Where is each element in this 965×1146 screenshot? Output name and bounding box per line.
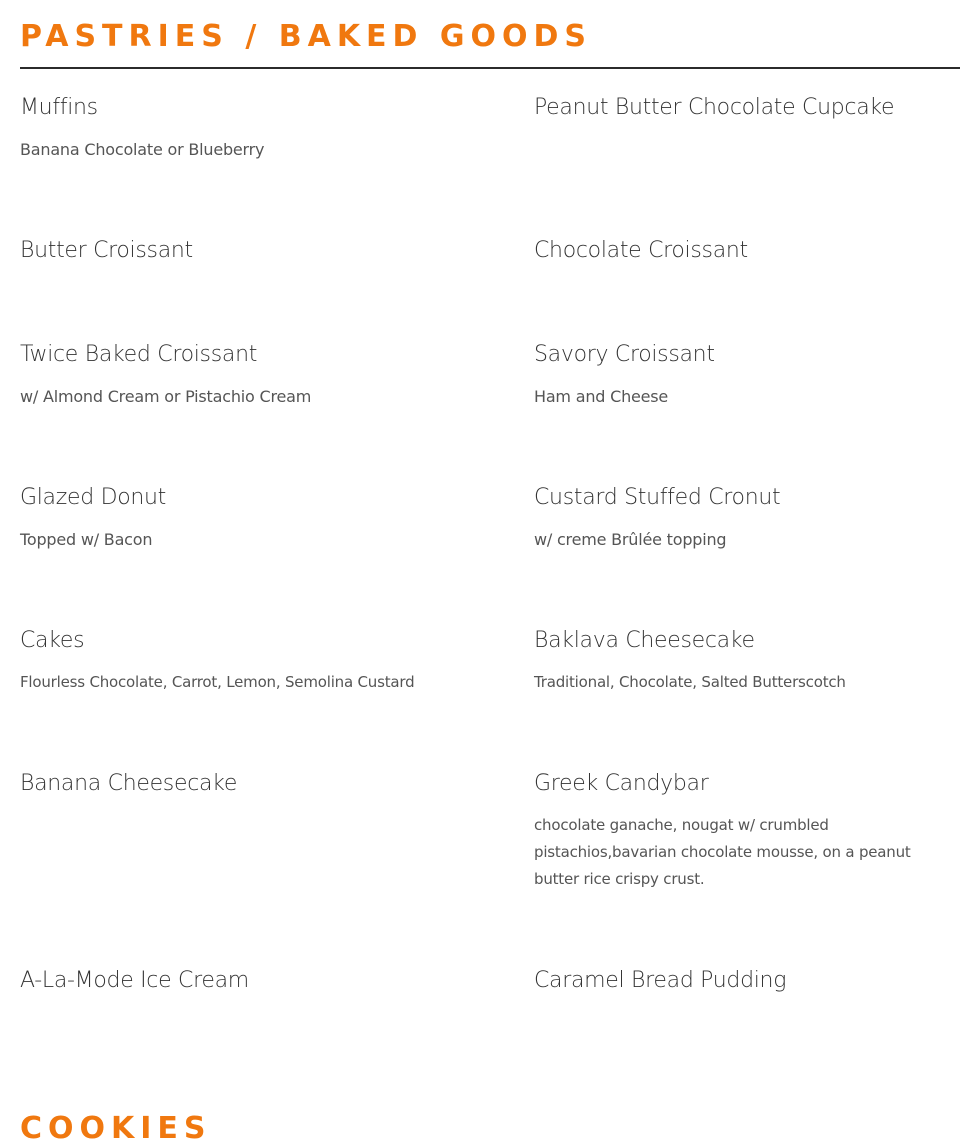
menu-item-custard-stuffed-cronut bbox=[534, 484, 934, 553]
menu-item-savory-croissant bbox=[534, 341, 934, 410]
menu-item-description: chocolate ganache, nougat w/ crumbled pistachios,bavarian chocolate mousse, on a peanut butter rice crispy crust. bbox=[534, 816, 911, 888]
menu-item-chocolate-croissant bbox=[534, 237, 934, 265]
menu-item-description: w/ creme Brûlée topping bbox=[534, 530, 727, 549]
menu-item-caramel-bread-pudding bbox=[534, 967, 934, 995]
menu-item-peanut-butter-chocolate-cupcake bbox=[534, 94, 934, 122]
menu-item-description: Banana Chocolate or Blueberry bbox=[20, 140, 265, 159]
menu-item-name: Caramel Bread Pudding bbox=[534, 968, 787, 993]
menu-item-name: Peanut Butter Chocolate Cupcake bbox=[534, 95, 895, 120]
menu-item-muffins bbox=[20, 94, 430, 163]
menu-item-name: Custard Stuffed Cronut bbox=[534, 485, 781, 510]
menu-item-name: Butter Croissant bbox=[20, 238, 193, 263]
menu-item-name: A-La-Mode Ice Cream bbox=[20, 968, 249, 993]
menu-item-name: Muffins bbox=[20, 95, 98, 120]
menu-item-baklava-cheesecake bbox=[534, 627, 934, 696]
menu-item-description: w/ Almond Cream or Pistachio Cream bbox=[20, 387, 312, 406]
menu-item-twice-baked-croissant bbox=[20, 341, 430, 410]
section-divider bbox=[20, 67, 960, 69]
menu-item-name: Cakes bbox=[20, 628, 85, 653]
menu-item-name: Banana Cheesecake bbox=[20, 771, 238, 796]
menu-item-name: Glazed Donut bbox=[20, 485, 166, 510]
menu-item-description: Topped w/ Bacon bbox=[20, 530, 153, 549]
menu-item-description: Traditional, Chocolate, Salted Butterscotch bbox=[534, 673, 846, 691]
menu-item-description: Flourless Chocolate, Carrot, Lemon, Semolina Custard bbox=[20, 673, 415, 691]
menu-item-name: Chocolate Croissant bbox=[534, 238, 748, 263]
menu-item-glazed-donut bbox=[20, 484, 430, 553]
menu-item-name: Greek Candybar bbox=[534, 771, 709, 796]
menu-item-cakes bbox=[20, 627, 430, 696]
menu-item-banana-cheesecake bbox=[20, 770, 430, 798]
menu-item-a-la-mode-ice-cream bbox=[20, 967, 430, 995]
menu-item-name: Baklava Cheesecake bbox=[534, 628, 755, 653]
menu-item-description: Ham and Cheese bbox=[534, 387, 669, 406]
menu-item-butter-croissant bbox=[20, 237, 430, 265]
section-title-pastries: PASTRIES / BAKED GOODS bbox=[20, 19, 593, 54]
menu-item-greek-candybar bbox=[534, 770, 934, 893]
menu-item-name: Savory Croissant bbox=[534, 342, 715, 367]
section-title-cookies: COOKIES bbox=[20, 1111, 212, 1146]
menu-item-name: Twice Baked Croissant bbox=[20, 342, 258, 367]
